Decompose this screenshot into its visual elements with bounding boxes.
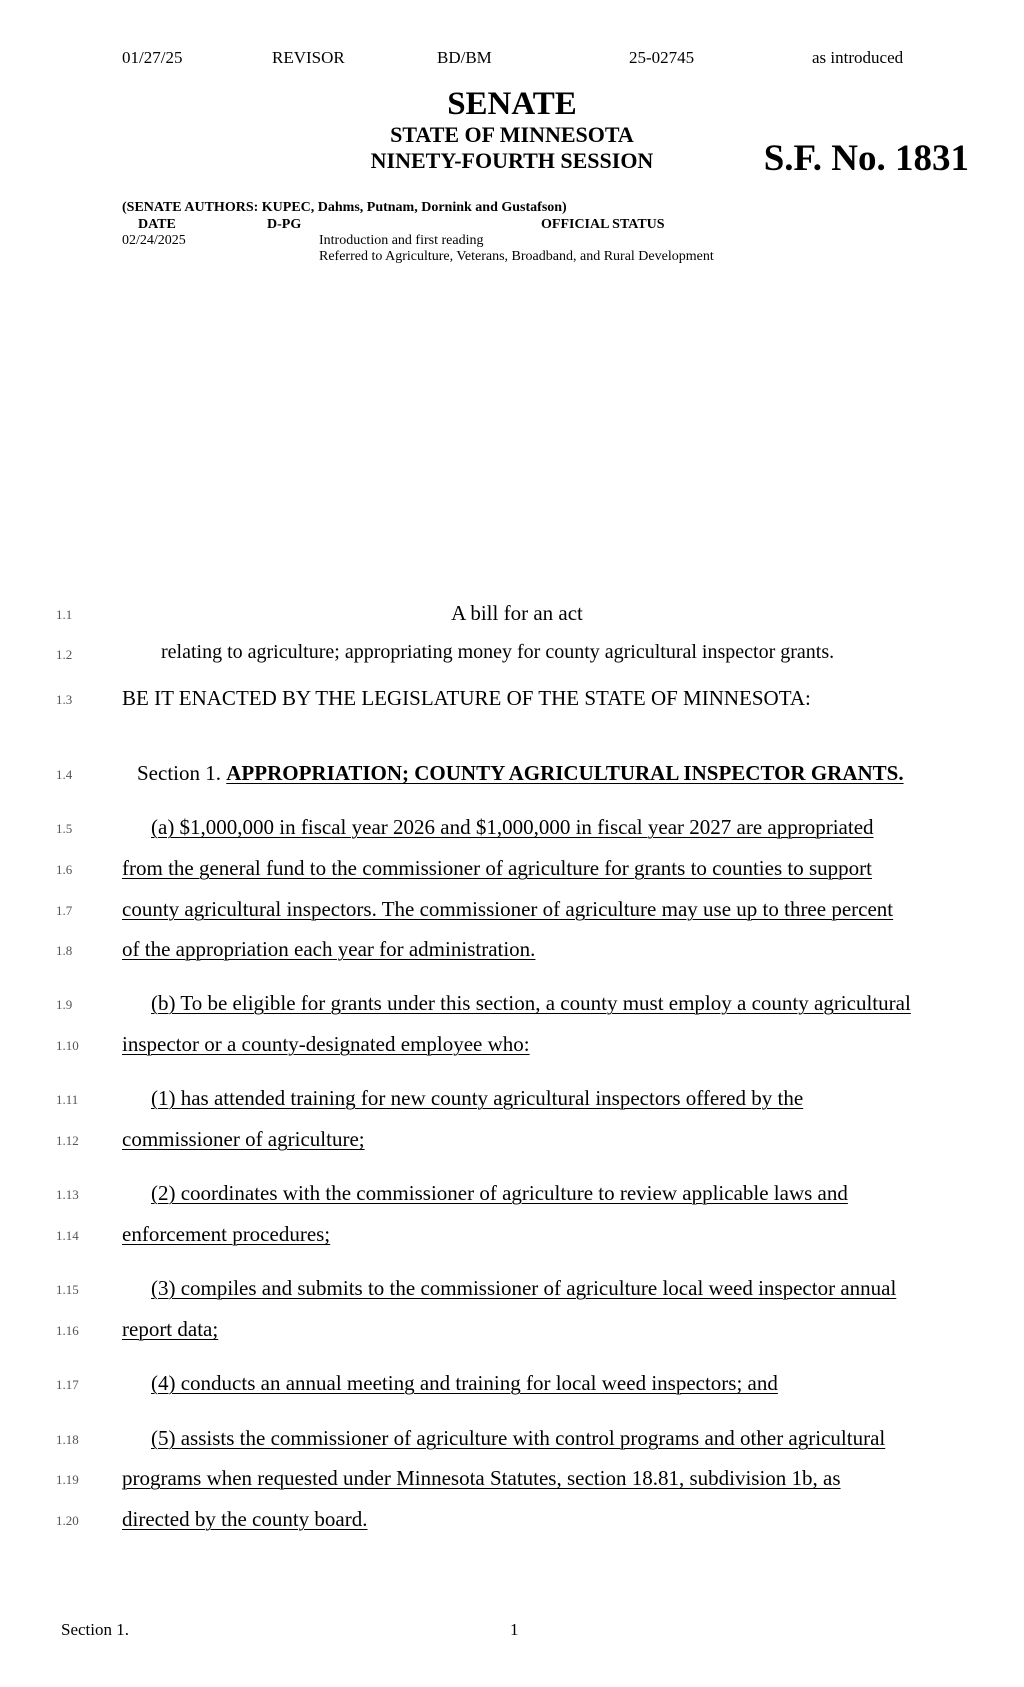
body-line — [122, 1127, 365, 1152]
body-line — [122, 1317, 218, 1342]
line-number: 1.3 — [56, 692, 73, 707]
body-text: inspector or a county-designated employee who: — [122, 1032, 530, 1056]
body-text: programs when requested under Minnesota Statutes, section 18.81, subdivision 1b, as — [122, 1466, 841, 1490]
line-number: 1.4 — [56, 767, 73, 782]
header-initials: BD/BM — [437, 48, 492, 67]
line-number: 1.13 — [56, 1187, 79, 1202]
status-col-date: DATE — [138, 217, 176, 232]
status-entry-1: Introduction and first reading — [319, 233, 484, 248]
section-heading — [137, 761, 904, 786]
body-line — [151, 991, 911, 1016]
body-text: (3) compiles and submits to the commissioner of agriculture local weed inspector annual — [151, 1276, 897, 1300]
body-line — [122, 897, 893, 922]
body-line — [122, 1466, 841, 1491]
body-text: (2) coordinates with the commissioner of agriculture to review applicable laws and — [151, 1181, 848, 1205]
bill-number: S.F. No. 1831 — [763, 138, 969, 179]
body-text: enforcement procedures; — [122, 1222, 331, 1246]
line-number: 1.7 — [56, 903, 73, 918]
body-line — [151, 1276, 896, 1301]
header-version: as introduced — [812, 48, 904, 67]
line-number: 1.5 — [56, 821, 73, 836]
line-number: 1.6 — [56, 862, 73, 877]
line-number: 1.9 — [56, 997, 73, 1012]
senate-authors: (SENATE AUTHORS: KUPEC, Dahms, Putnam, Dornink and Gustafson) — [122, 200, 567, 215]
body-text: directed by the county board. — [122, 1507, 368, 1531]
body-text: commissioner of agriculture; — [122, 1127, 365, 1151]
body-line — [122, 937, 535, 962]
header-doc-number: 25-02745 — [629, 48, 695, 67]
body-line — [122, 1032, 530, 1057]
chamber-title: SENATE — [447, 86, 577, 122]
body-text: (4) conducts an annual meeting and training for local weed inspectors; and — [151, 1371, 778, 1395]
body-line — [122, 1507, 368, 1532]
body-text: of the appropriation each year for administration. — [122, 937, 536, 961]
body-text: (a) $1,000,000 in fiscal year 2026 and $1,000,000 in fiscal year 2027 are appropriated — [151, 815, 874, 839]
status-entry-date: 02/24/2025 — [122, 233, 186, 248]
bill-title: relating to agriculture; appropriating money for county agricultural inspector grants. — [161, 641, 835, 663]
line-number: 1.18 — [56, 1432, 79, 1447]
line-number: 1.11 — [56, 1092, 79, 1107]
body-line — [122, 1222, 330, 1247]
body-line — [122, 856, 872, 881]
status-entry-2: Referred to Agriculture, Veterans, Broadband, and Rural Development — [319, 249, 714, 264]
line-number: 1.16 — [56, 1323, 79, 1338]
body-text: report data; — [122, 1317, 219, 1341]
line-number: 1.1 — [56, 607, 73, 622]
body-text: (5) assists the commissioner of agriculture with control programs and other agricultural — [151, 1426, 886, 1450]
body-line — [151, 1426, 885, 1451]
line-number: 1.8 — [56, 943, 73, 958]
status-col-official: OFFICIAL STATUS — [541, 217, 665, 232]
body-line — [151, 1181, 848, 1206]
body-text: from the general fund to the commissioner of agriculture for grants to counties to support — [122, 856, 872, 880]
status-col-dpg: D-PG — [267, 217, 302, 232]
body-line — [151, 815, 874, 840]
body-text: (b) To be eligible for grants under this section, a county must employ a county agricultural — [151, 991, 911, 1015]
section-title: APPROPRIATION; COUNTY AGRICULTURAL INSPECTOR GRANTS. — [226, 761, 904, 785]
line-number: 1.17 — [56, 1377, 79, 1392]
line-number: 1.10 — [56, 1038, 79, 1053]
line-number: 1.20 — [56, 1513, 79, 1528]
line-number: 1.14 — [56, 1228, 79, 1243]
body-line — [151, 1371, 778, 1396]
line-number: 1.15 — [56, 1282, 79, 1297]
footer-section: Section 1. — [61, 1620, 129, 1639]
enacting-clause: BE IT ENACTED BY THE LEGISLATURE OF THE STATE OF MINNESOTA: — [122, 686, 811, 710]
page-number: 1 — [510, 1620, 519, 1639]
body-line — [151, 1086, 803, 1111]
header-date: 01/27/25 — [122, 48, 183, 67]
session-title: NINETY-FOURTH SESSION — [370, 148, 654, 173]
section-label: Section 1. — [137, 761, 227, 785]
line-number: 1.19 — [56, 1472, 79, 1487]
line-number: 1.2 — [56, 647, 73, 662]
line-number: 1.12 — [56, 1133, 79, 1148]
body-text: (1) has attended training for new county agricultural inspectors offered by the — [151, 1086, 804, 1110]
body-text: county agricultural inspectors. The commissioner of agriculture may use up to three percent — [122, 897, 894, 921]
header-revisor: REVISOR — [272, 48, 345, 67]
state-title: STATE OF MINNESOTA — [390, 122, 634, 147]
bill-intro: A bill for an act — [451, 601, 583, 625]
